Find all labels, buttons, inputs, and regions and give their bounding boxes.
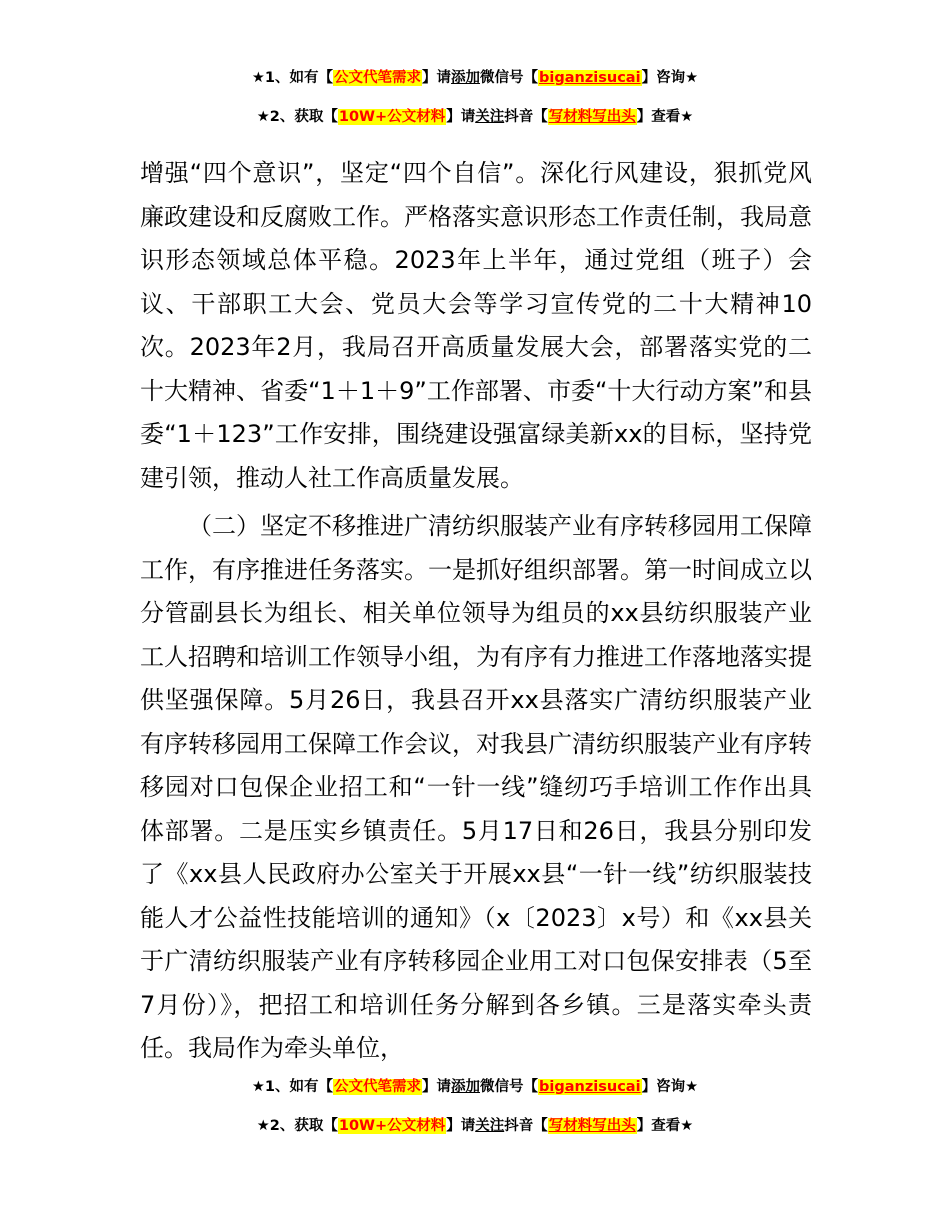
banner-emphasis: 添加 [451, 70, 481, 86]
banner-emphasis: 关注 [475, 109, 505, 125]
paragraph-section-2: （二）坚定不移推进广清纺织服装产业有序转移园用工保障工作，有序推进任务落实。一是抓好组织部署。第一时间成立以分管副县长为组长、相关单位领导为组员的xx县纺织服装产业工人招聘和培训工作领导小组，为有序有力推进工作落地落实提供坚强保障。5月26日，我县召开xx县落实广清纺织服装产业有序转移园用工保障工作会议，对我县广清纺织服装产业有序转移园对口包保企业招工和“一针一线”缝纫巧手培训工作作出具体部署。二是压实乡镇责任。5月17日和26日，我县分别印发了《xx县人民政府办公室关于开展xx县“一针一线”纺织服装技能人才公益性技能培训的通知》（x〔2023〕x号）和《xx县关于广清纺织服装产业有序转移园企业用工对口包保安排表（5至7月份）》，把招工和培训任务分解到各乡镇。三是落实牵头责任。我局作为牵头单位， [140, 512, 812, 1062]
banner-text: ★2、获取【 [256, 109, 338, 125]
banner-wechat-id: biganzisucai [539, 70, 641, 86]
banner-wechat-id: biganzisucai [539, 1079, 641, 1095]
banner-text: 微信号【 [480, 1079, 539, 1095]
banner-text: 】咨询★ [641, 1079, 699, 1095]
banner-highlight: 10W+公文材料 [338, 109, 446, 125]
banner-douyin-id: 写材料写出头 [548, 1118, 636, 1134]
banner-text: ★1、如有【 [251, 70, 334, 86]
banner-highlight: 10W+公文材料 [338, 1118, 446, 1134]
banner-text: 】请 [422, 70, 452, 86]
banner-text: 】请 [446, 1118, 476, 1134]
banner-highlight: 公文代笔需求 [334, 70, 422, 86]
banner-text: 】请 [446, 109, 476, 125]
document-body [140, 152, 812, 1071]
banner-text: 抖音【 [504, 1118, 548, 1134]
paragraph-continued: 增强“四个意识”，坚定“四个自信”。深化行风建设，狠抓党风廉政建设和反腐败工作。严格落实意识形态工作责任制，我局意识形态领域总体平稳。2023年上半年，通过党组（班子）会议、干部职工大会、党员大会等学习宣传党的二十大精神10次。2023年2月，我局召开高质量发展大会，部署落实党的二十大精神、省委“1＋1＋9”工作部署、市委“十大行动方案”和县委“1＋123”工作安排，围绕建设强富绿美新xx的目标，坚持党建引领，推动人社工作高质量发展。 [140, 159, 812, 492]
banner-text: 抖音【 [504, 109, 548, 125]
footer-banner-line-2 [0, 1116, 950, 1136]
banner-text: 微信号【 [480, 70, 539, 86]
banner-text: ★2、获取【 [256, 1118, 338, 1134]
banner-douyin-id: 写材料写出头 [548, 109, 636, 125]
footer-banner-line-1 [0, 1077, 950, 1097]
banner-text: 】查看★ [636, 109, 694, 125]
banner-highlight: 公文代笔需求 [334, 1079, 422, 1095]
banner-text: 】咨询★ [641, 70, 699, 86]
banner-text: ★1、如有【 [251, 1079, 334, 1095]
header-banner-line-1 [0, 68, 950, 88]
banner-text: 】查看★ [636, 1118, 694, 1134]
header-banner-line-2 [0, 107, 950, 127]
banner-emphasis: 关注 [475, 1118, 505, 1134]
banner-emphasis: 添加 [451, 1079, 481, 1095]
banner-text: 】请 [422, 1079, 452, 1095]
